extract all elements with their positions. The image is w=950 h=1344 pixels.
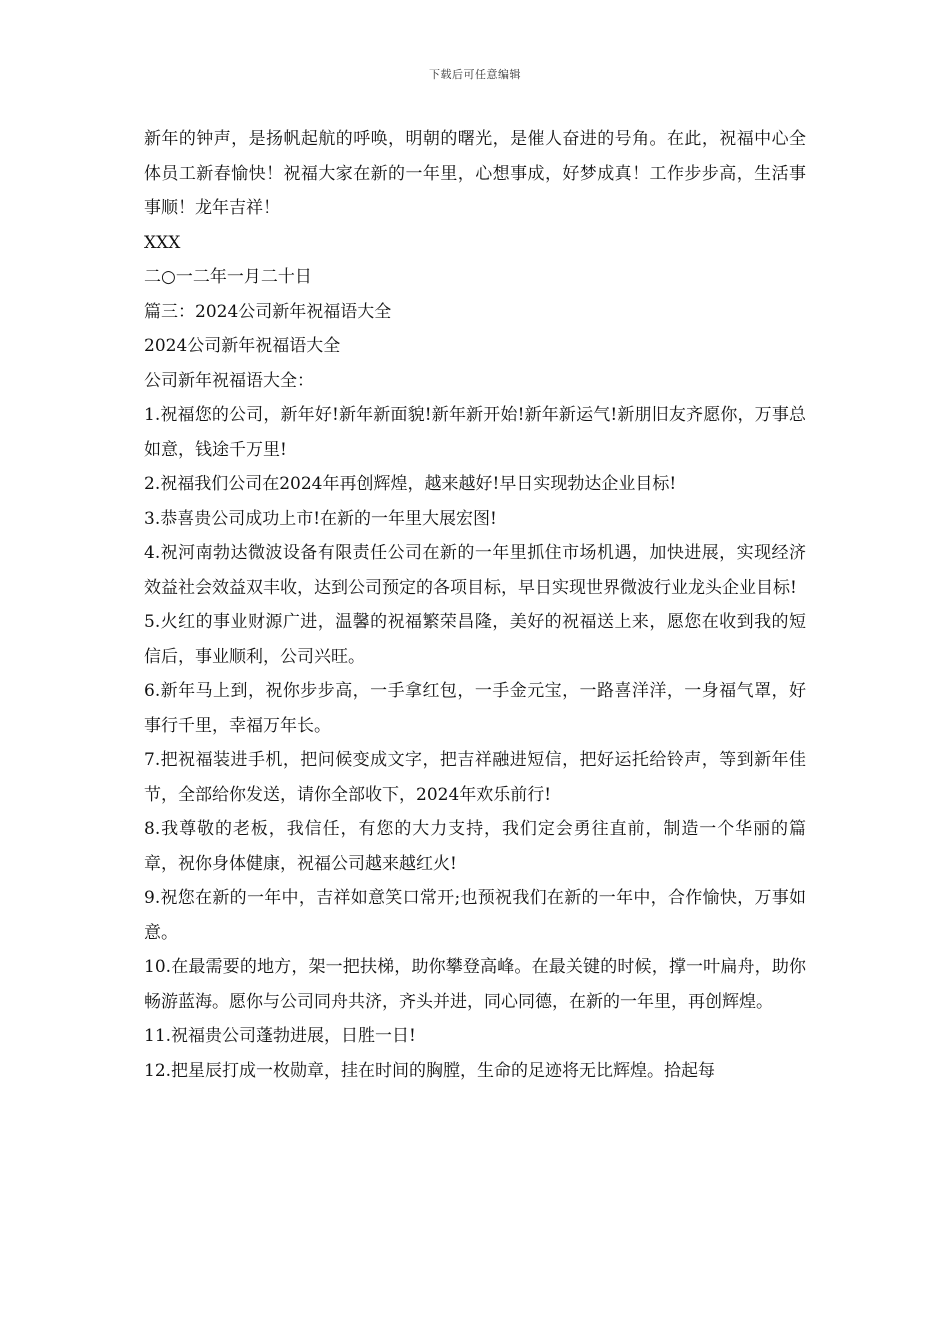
list-item: 1.祝福您的公司，新年好!新年新面貌!新年新开始!新年新运气!新朋旧友齐愿你，万事总如意，钱途千万里! <box>144 405 806 460</box>
list-item: 10.在最需要的地方，架一把扶梯，助你攀登高峰。在最关键的时候，撑一叶扁舟，助你畅游蓝海。愿你与公司同舟共济，齐头并进，同心同德，在新的一年里，再创辉煌。 <box>144 957 806 1012</box>
list-item: 7.把祝福装进手机，把问候变成文字，把吉祥融进短信，把好运托给铃声，等到新年佳节，全部给你发送，请你全部收下，2024年欢乐前行! <box>144 750 806 805</box>
section-heading: 篇三：2024公司新年祝福语大全 <box>144 301 392 322</box>
list-item: 8.我尊敬的老板，我信任，有您的大力支持，我们定会勇往直前，制造一个华丽的篇章，祝你身体健康，祝福公司越来越红火! <box>144 819 806 874</box>
section-title: 2024公司新年祝福语大全 <box>144 336 341 356</box>
list-item: 9.祝您在新的一年中，吉祥如意笑口常开;也预祝我们在新的一年中，合作愉快，万事如意。 <box>144 888 806 943</box>
list-item: 5.火红的事业财源广进，温馨的祝福繁荣昌隆，美好的祝福送上来，愿您在收到我的短信后，事业顺利，公司兴旺。 <box>144 612 806 667</box>
list-item: 3.恭喜贵公司成功上市!在新的一年里大展宏图! <box>144 508 497 529</box>
page-header-note: 下载后可任意编辑 <box>429 68 521 81</box>
paragraph-date: 二○一二年一月二十日 <box>144 267 312 287</box>
section-intro: 公司新年祝福语大全： <box>144 370 314 391</box>
paragraph-greeting: 新年的钟声，是扬帆起航的呼唤，明朝的曙光，是催人奋进的号角。在此，祝福中心全体员工新春愉快！祝福大家在新的一年里，心想事成，好梦成真！工作步步高，生活事事顺！龙年吉祥！ <box>144 129 806 218</box>
list-item: 11.祝福贵公司蓬勃进展，日胜一日! <box>144 1026 416 1046</box>
list-item: 2.祝福我们公司在2024年再创辉煌，越来越好!早日实现勃达企业目标! <box>144 474 677 494</box>
list-item: 4.祝河南勃达微波设备有限责任公司在新的一年里抓住市场机遇，加快进展，实现经济效益社会效益双丰收，达到公司预定的各项目标，早日实现世界微波行业龙头企业目标! <box>144 543 806 598</box>
list-item: 12.把星辰打成一枚勋章，挂在时间的胸膛，生命的足迹将无比辉煌。拾起每 <box>144 1060 716 1081</box>
paragraph-signature: XXX <box>144 232 181 253</box>
document-body <box>144 122 806 1088</box>
list-item: 6.新年马上到，祝你步步高，一手拿红包，一手金元宝，一路喜洋洋，一身福气罩，好事行千里，幸福万年长。 <box>144 681 806 736</box>
